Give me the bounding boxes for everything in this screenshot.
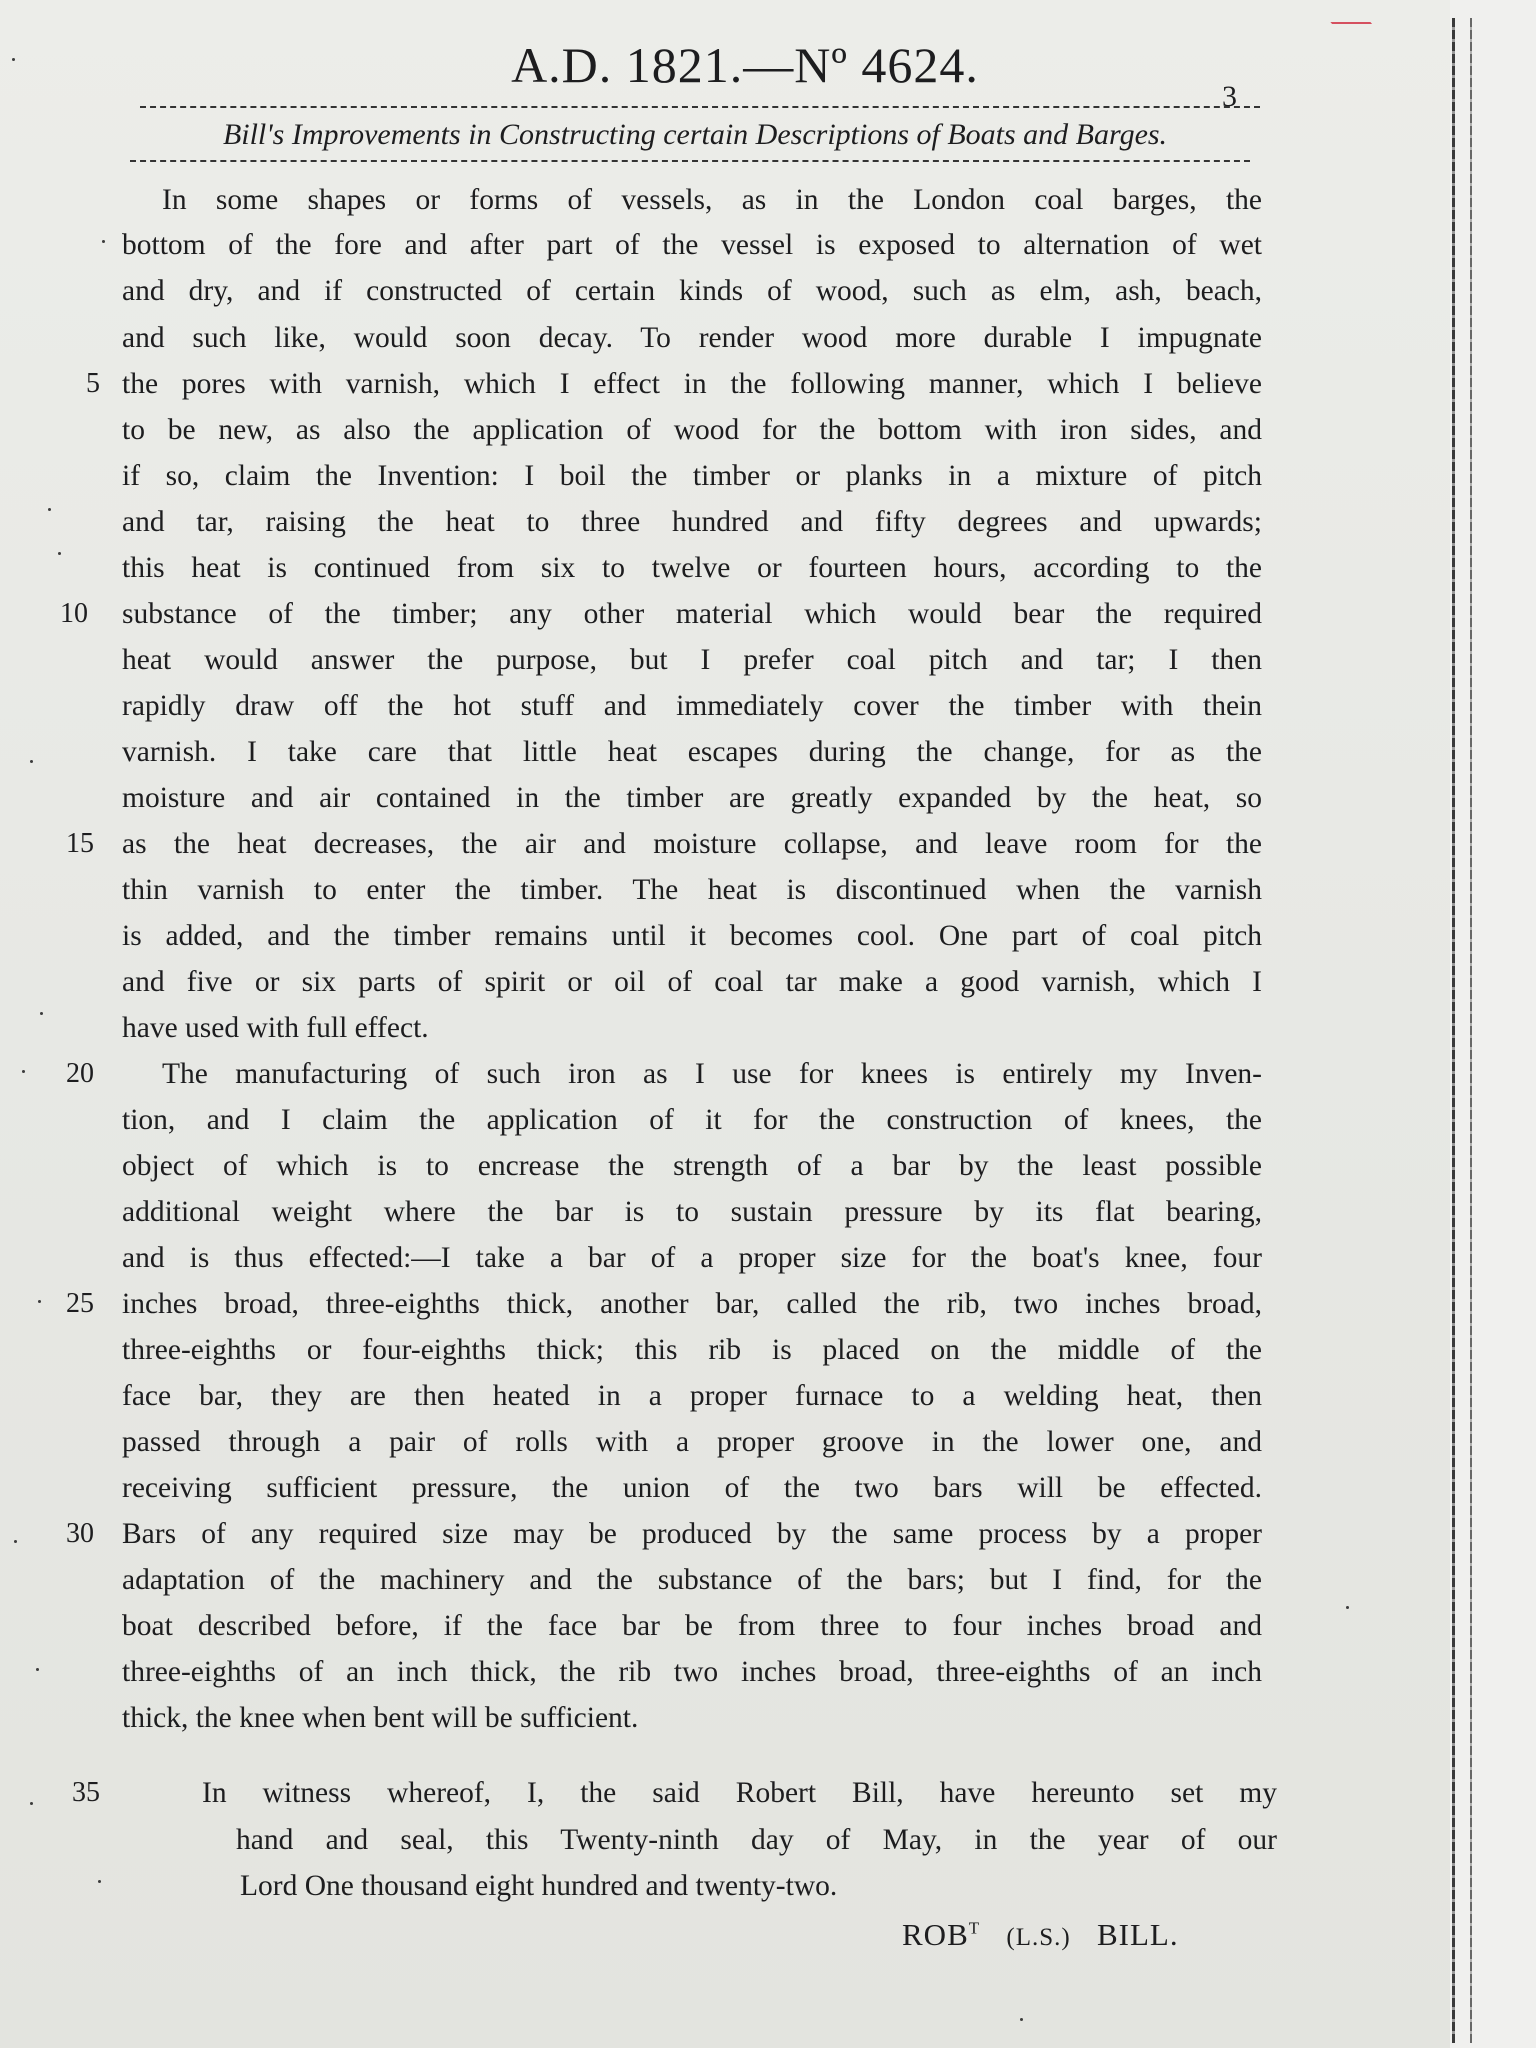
witness-line: Lord One thousand eight hundred and twenty-two.	[240, 1870, 838, 1902]
line-number: 30	[66, 1518, 94, 1549]
signature-first-name: ROB	[902, 1917, 969, 1952]
text-line: thick, the knee when bent will be sufficient.	[122, 1702, 639, 1734]
text-line: substance of the timber; any other material which would bear the required	[122, 598, 1262, 630]
text-line: tion, and I claim the application of it for the construction of knees, the	[122, 1104, 1262, 1136]
text-line: object of which is to encrease the strength of a bar by the least possible	[122, 1150, 1262, 1182]
page-number: 3	[1222, 80, 1237, 113]
text-line: boat described before, if the face bar be from three to four inches broad and	[122, 1610, 1262, 1642]
line-number: 15	[66, 828, 94, 859]
print-speck	[22, 1070, 25, 1073]
text-line: thin varnish to enter the timber. The heat is discontinued when the varnish	[122, 874, 1262, 906]
print-speck	[36, 1668, 39, 1671]
print-speck	[1020, 2018, 1023, 2021]
text-line: and such like, would soon decay. To render wood more durable I impugnate	[122, 322, 1262, 354]
binding-rule	[1452, 18, 1455, 2043]
text-line: have used with full effect.	[122, 1012, 429, 1044]
witness-line: In witness whereof, I, the said Robert Bill, have hereunto set my	[202, 1777, 1277, 1809]
print-speck	[102, 240, 105, 243]
line-number: 10	[60, 598, 88, 629]
text-line: moisture and air contained in the timber are greatly expanded by the heat, so	[122, 782, 1262, 814]
text-line: the pores with varnish, which I effect in the following manner, which I believe	[122, 368, 1262, 400]
text-line: and is thus effected:—I take a bar of a proper size for the boat's knee, four	[122, 1242, 1262, 1274]
line-number: 25	[66, 1288, 94, 1319]
text-line: additional weight where the bar is to sustain pressure by its flat bearing,	[122, 1196, 1262, 1228]
text-line: to be new, as also the application of wood for the bottom with iron sides, and	[122, 414, 1262, 446]
print-speck	[14, 1540, 17, 1543]
line-number: 5	[86, 368, 100, 399]
text-line: if so, claim the Invention: I boil the timber or planks in a mixture of pitch	[122, 460, 1262, 492]
signature-last-name: BILL.	[1096, 1917, 1179, 1952]
text-line: this heat is continued from six to twelve or fourteen hours, according to the	[122, 552, 1262, 584]
seal-mark: (L.S.)	[1006, 1924, 1071, 1951]
text-line: three-eighths of an inch thick, the rib two inches broad, three-eighths of an inch	[122, 1656, 1262, 1688]
page-title: A.D. 1821.—Nº 4624.	[511, 37, 979, 93]
signature-superscript: T	[968, 1918, 981, 1938]
text-line: adaptation of the machinery and the substance of the bars; but I find, for the	[122, 1564, 1262, 1596]
page-margin	[1450, 0, 1536, 2048]
print-speck	[98, 1880, 101, 1883]
text-line: Bars of any required size may be produced by the same process by a proper	[122, 1518, 1262, 1550]
print-speck	[30, 1802, 33, 1805]
text-line: face bar, they are then heated in a proper furnace to a welding heat, then	[122, 1380, 1262, 1412]
witness-line: hand and seal, this Twenty-ninth day of May, in the year of our	[236, 1824, 1277, 1856]
print-speck	[58, 552, 61, 555]
text-line: inches broad, three-eighths thick, another bar, called the rib, two inches broad,	[122, 1288, 1262, 1320]
signature	[902, 1917, 1179, 1953]
text-line: three-eighths or four-eighths thick; this rib is placed on the middle of the	[122, 1334, 1262, 1366]
line-number: 35	[72, 1777, 100, 1808]
text-line: heat would answer the purpose, but I prefer coal pitch and tar; I then	[122, 644, 1262, 676]
print-speck	[1346, 1606, 1349, 1609]
print-speck	[12, 58, 15, 61]
text-line: In some shapes or forms of vessels, as in the London coal barges, the	[162, 184, 1262, 216]
text-line: varnish. I take care that little heat escapes during the change, for as the	[122, 736, 1262, 768]
text-line: as the heat decreases, the air and moisture collapse, and leave room for the	[122, 828, 1262, 860]
text-line: receiving sufficient pressure, the union of the two bars will be effected.	[122, 1472, 1262, 1504]
print-speck	[48, 508, 51, 511]
print-speck	[40, 1012, 43, 1015]
text-line: The manufacturing of such iron as I use for knees is entirely my Inven-	[162, 1058, 1262, 1090]
text-line: and tar, raising the heat to three hundred and fifty degrees and upwards;	[122, 506, 1262, 538]
text-line: rapidly draw off the hot stuff and immediately cover the timber with thein	[122, 690, 1262, 722]
page-subtitle: Bill's Improvements in Constructing certain Descriptions of Boats and Barges.	[222, 118, 1168, 151]
text-line: and five or six parts of spirit or oil of coal tar make a good varnish, which I	[122, 966, 1262, 998]
header-rule	[130, 160, 1250, 162]
print-speck	[30, 760, 33, 763]
text-line: is added, and the timber remains until it becomes cool. One part of coal pitch	[122, 920, 1262, 952]
text-line: bottom of the fore and after part of the vessel is exposed to alternation of wet	[122, 229, 1262, 261]
text-line: passed through a pair of rolls with a proper groove in the lower one, and	[122, 1426, 1262, 1458]
header-rule	[140, 106, 1260, 108]
binding-rule	[1470, 18, 1472, 2043]
text-line: and dry, and if constructed of certain kinds of wood, such as elm, ash, beach,	[122, 275, 1262, 307]
print-speck	[38, 1300, 41, 1303]
line-number: 20	[66, 1058, 94, 1089]
